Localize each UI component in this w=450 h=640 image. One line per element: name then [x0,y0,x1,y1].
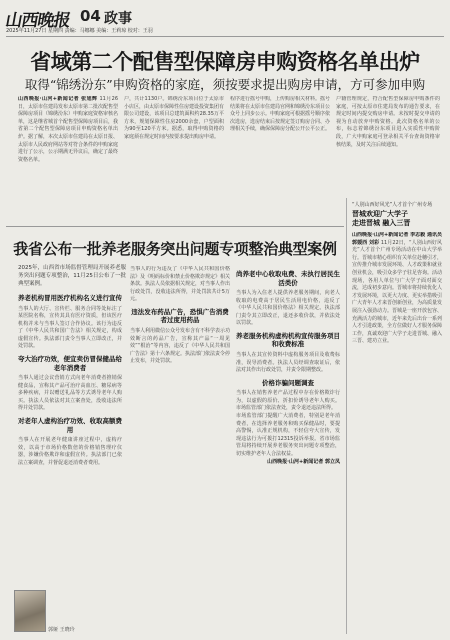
story2-column-3 [236,266,340,632]
story1-column-3 [230,96,330,216]
story2-text-7: 当事人在销售养老产品过程中存在价格欺诈行为，以虚假的原价、折扣价诱导老年人购买。市场监管部门依法查处，责令退还违法所得。 [236,390,340,412]
story1-column-4 [336,96,440,196]
story1-text-2: 户，共计1130户。锦绣汾东项目位于太原市小店区，由太原市保障性住房建设投资集团有限公司建设，该项目总建筑面积约28.35万平方米，规划保障性住房2000余套，户型面积为90至120平方米。据悉，取得申购资格的家庭须在规定时间内按要求提出购房申请。 [124,96,224,140]
issue-meta: 2025年11月27日 星期四 责编：马娜娜 美编：王莉琼 校对：王羽 [6,28,153,34]
story1-text-3: 程序进行摇号申购，上传购房相关材料。摇号结果将在太原市住建局官网和锦绣汾东项目公众号上同步公示。申购家庭可根据摇号顺序依次选房，选房结束后按规定签订购房合同、办理相关手续，确保保障房分配公开公平公正。 [230,96,330,133]
story2-byline: 山西晚报·山河+新闻记者 郭立凤 [267,458,340,465]
story2-text-5: 当事人为入住老人提供养老服务期间，向老人收取的电费高于居民生活用电价格，违反了《中华人民共和国价格法》相关规定。执法部门责令其立即改正，退还多收价款，并依法处以罚款。 [236,290,340,327]
story2-subhead-1: 养老机构冒用医疗机构名义进行宣传 [18,294,122,302]
sidebar-body [352,232,442,634]
sidebar-text: 11月22日，“人别山西好风光”人才首个广州专场活动在中山大学举行。晋城市精心组织有关单位赴穗引才，宣传推介城市发展环境、人才政策和就业创业机会，吸引众多学子驻足咨询。活动现场，各用人单位与广大学子面对面交流，达成初步意向。晋城市将持续优化人才发展环境，以更大力度、更实举措吸引广大青年人才来晋创新创业，为高质量发展注入强劲动力。晋城是一座开放包容、充满活力的城市，近年来先后出台一系列人才引进政策，全方位做好人才服务保障工作，真诚欢迎广大学子走进晋城、融入三晋、建功立业。 [352,239,442,345]
story2-lead: 2025年，山西省市场监督管理局开展养老服务突出问题专项整治，11月25日公布了一批典型案例。 [18,265,126,287]
sidebar-kicker: “人别山西好风光”人才首个广州专场 [352,202,433,208]
story2-text-2: 当事人通过会议营销方式向老年消费者推销保健食品，宣称其产品可治疗高血压、糖尿病等多种疾病，并以赠送礼品等方式诱导老年人购买。执法人员依法对其立案查处，没收违法所得并处罚款。 [18,375,122,412]
sidebar-byline: 山西晚报·山河+新闻记者 李志毅 通讯员 郭媛西 刘彩 [352,232,442,246]
photo-credit: 郭娅 王晓玲 [48,627,75,633]
story1-column-1 [18,96,118,216]
story1-headline: 省域第二个配售型保障房申购资格名单出炉 [30,49,420,74]
story2-col2-text: 当事人的行为违反了《中华人民共和国价格法》及《明码标价和禁止价格欺诈规定》相关条款。执法人员依据相关规定，对当事人作出行政处罚，没收违法所得，并处罚款共计5万元。 [130,266,230,303]
newspaper-logo: 山西晚报 [3,11,72,31]
story1-text-1: 11月26日，太原市住建局发布太原市第二批次配售型保障房项目（锦绣汾东）申购家庭资格审核名单，这是继省城首个配售型保障房项目后，我省第二个配售型保障房项目申购资格名单出炉。据了解，本次太原市住建局在太原日报、太原市人民政府网站等对符合条件的申购家庭进行了公示，公示期满无异议后，确定了最终资格名单。 [18,96,118,163]
story2-text-4: 当事人利用微信公众号发布含有不科学表示功效断言的药品广告，宣称其产品“一周见效”“根治”等内容，违反了《中华人民共和国广告法》第十六条规定。执法部门依法责令停止发布，并处罚款。 [130,327,230,365]
story2-text-6: 当事人在其宣传资料中虚构服务项目及收费标准，误导消费者。执法人员经调查取证后，依法对其作出行政处罚，并责令限期整改。 [236,351,340,374]
story-divider [6,226,344,227]
sidebar-divider [346,198,347,634]
section-title: 政事 [104,11,132,27]
story-photo [14,590,46,632]
story2-text-1: 当事人的大厅、宣传栏、服务合同等处标注了某医院名称，宣传其具有医疗资质，但该医疗机构并未与当事人签订合作协议。该行为违反了《中华人民共和国广告法》相关规定，构成虚假宣传。执法部门责令当事人立即改正，并处罚款。 [18,305,122,350]
sidebar-title-line-2: 走进晋城 融入三晋 [352,218,411,227]
story2-subhead-4: 违法发布药品广告，恐惧广告消费者过度用药品 [131,307,229,325]
story2-subhead-2: 夸大治疗功效，便宜卖仿冒保健品给老年消费者 [18,355,122,372]
story1-text-4: 户籍管理规定，符合配售型保障房申购条件的家庭，可按太原市住建局发布的通告要求，在规定时间内提交购房申请。未按时提交申请的视为自动放弃申购资格。此次资格名单的公布，标志着锦绣汾东项目进入实质性申购阶段，广大申购家庭可登录相关平台查询资格审核结果，及时关注后续通知。 [336,96,440,148]
masthead [3,4,444,36]
story2-text-3: 当事人在开展老年健康讲座过程中，虚构疗效，以高于市场价格数倍的价格销售理疗仪器，涉嫌价格欺诈和虚假宣传。执法部门已依法立案调查，并督促退还消费者费用。 [18,437,122,466]
story2-subhead-3: 对老年人虚构治疗功效、收取高额费用 [18,417,122,434]
story1-column-2 [124,96,224,216]
story2-subhead-7: 价格诈骗问题调查 [262,378,314,387]
sidebar-title-block [352,202,442,227]
sidebar-title-line-1: 晋城欢迎广大学子 [352,209,408,218]
page-number: 04 [80,7,101,25]
story1-byline: 山西晚报·山河+新闻记者 张旭辉 [18,96,98,102]
story2-headline: 我省公布一批养老服务突出问题专项整治典型案例 [13,240,337,258]
story2-column-2 [130,266,230,632]
story2-column-1 [18,290,122,586]
masthead-divider [6,36,444,37]
story2-subhead-6: 养老服务机构虚构机构宣传服务项目和收费标准 [236,331,340,349]
story2-subhead-5: 尚养老中心收取电费、未执行居民生活类价 [236,270,340,287]
story2-col4-text: 市场监管部门提醒广大消费者，特别是老年消费者，在选择养老服务和购买保健品时，要提高警惕，认准正规机构，不轻信夸大宣传，发现违法行为可拨打12315投诉举报。省市场监管局将持续开展养老服务突出问题专项整治，切实维护老年人合法权益。 [236,413,340,457]
story1-subhead: 取得“锦绣汾东”申购资格的家庭，须按要求提出购房申请，方可参加申购 [24,77,426,92]
